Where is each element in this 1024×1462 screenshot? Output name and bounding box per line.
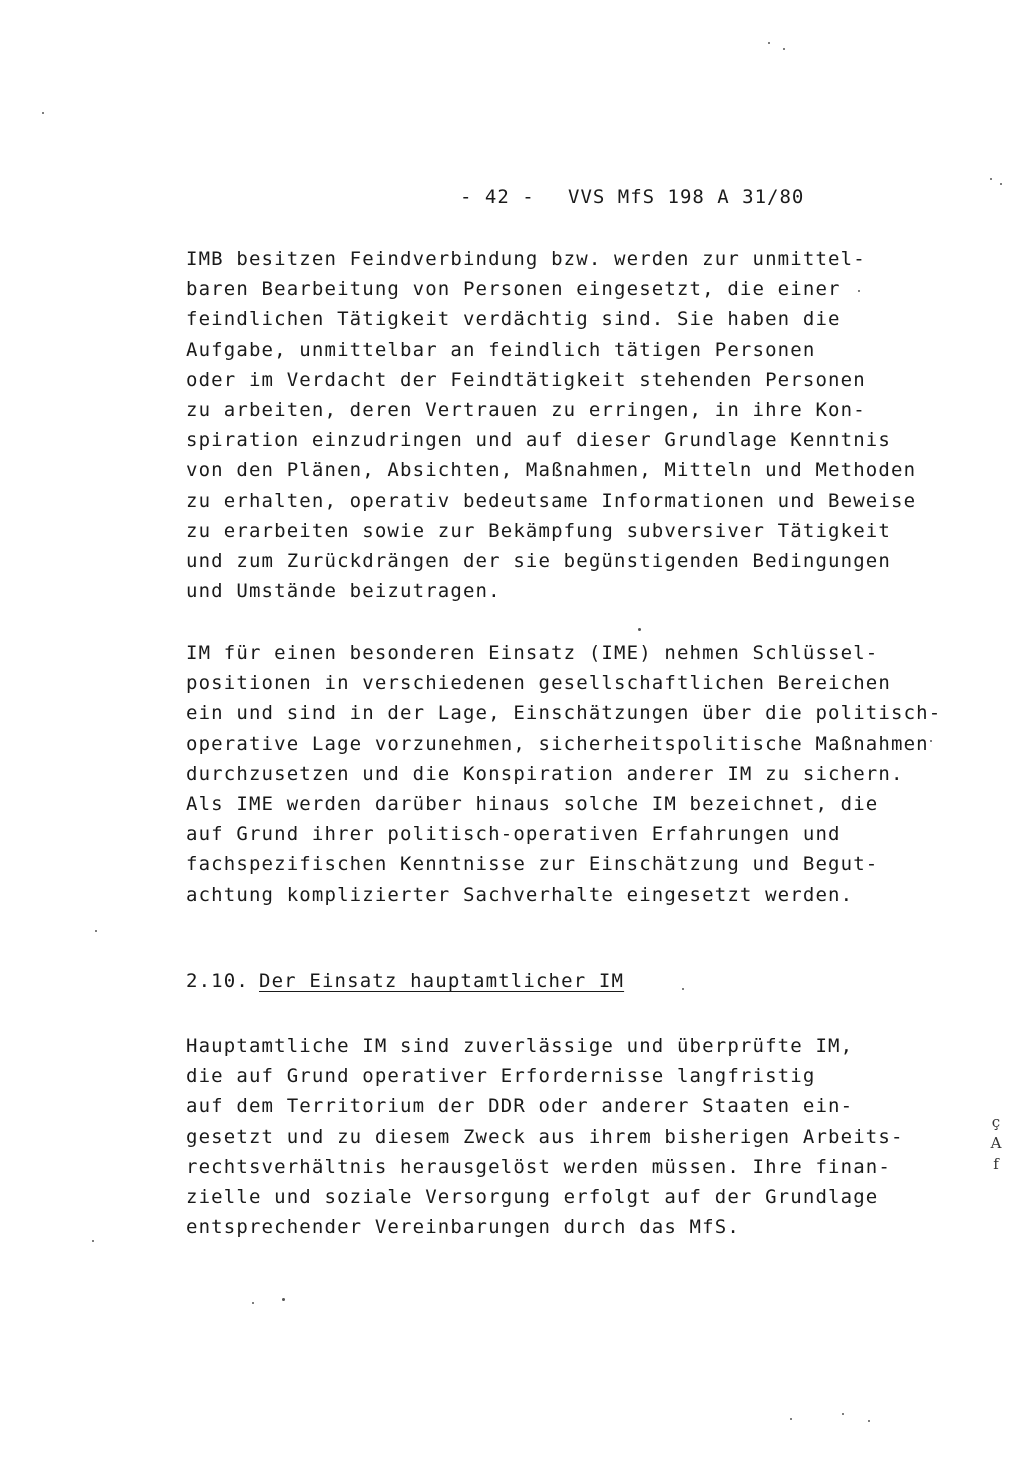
text-line: achtung komplizierter Sachverhalte eingesetzt werden. (186, 883, 854, 906)
text-line: ein und sind in der Lage, Einschätzungen über die politisch- (186, 702, 942, 725)
page-number: - 42 - (460, 186, 535, 208)
paragraph-hauptamtliche-im (186, 1031, 946, 1242)
text-line: auf Grund ihrer politisch-operativen Erfahrungen und (186, 823, 841, 846)
scan-speck (42, 112, 44, 114)
scan-speck (92, 1240, 94, 1242)
scan-speck (282, 1298, 285, 1301)
text-line: positionen in verschiedenen gesellschaftlichen Bereichen (186, 672, 891, 695)
text-line: gesetzt und zu diesem Zweck aus ihrem bisherigen Arbeits- (186, 1125, 904, 1148)
text-line: durchzusetzen und die Konspiration anderer IM zu sichern. (186, 762, 904, 785)
text-line: auf dem Territorium der DDR oder anderer Staaten ein- (186, 1095, 854, 1118)
text-line: zu erhalten, operativ bedeutsame Informationen und Beweise (186, 489, 917, 512)
text-line: operative Lage vorzunehmen, sicherheitspolitische Maßnahmen (186, 732, 929, 755)
scan-speck (682, 988, 684, 990)
text-line: baren Bearbeitung von Personen eingesetzt, die einer (186, 278, 841, 301)
margin-note-char: A (990, 1134, 1002, 1152)
text-line: spiration einzudringen und auf dieser Grundlage Kenntnis (186, 429, 891, 452)
text-line: entsprechender Vereinbarungen durch das MfS. (186, 1216, 740, 1239)
text-line: zu arbeiten, deren Vertrauen zu erringen, in ihre Kon- (186, 398, 866, 421)
scan-speck (930, 740, 932, 742)
section-title: Der Einsatz hauptamtlicher IM (259, 970, 625, 992)
text-line: zielle und soziale Versorgung erfolgt auf der Grundlage (186, 1185, 879, 1208)
scan-speck (990, 178, 992, 180)
text-line: fachspezifischen Kenntnisse zur Einschätzung und Begut- (186, 853, 879, 876)
page-header (460, 186, 804, 208)
document-reference: VVS MfS 198 A 31/80 (568, 186, 805, 208)
text-line: zu erarbeiten sowie zur Bekämpfung subversiver Tätigkeit (186, 519, 891, 542)
section-number: 2.10. (186, 970, 249, 992)
scan-speck (868, 1420, 870, 1422)
text-line: Als IME werden darüber hinaus solche IM bezeichnet, die (186, 792, 879, 815)
scan-speck (638, 628, 641, 631)
scan-speck (768, 42, 770, 44)
margin-note-char: f (993, 1155, 999, 1173)
scan-speck (1000, 183, 1002, 185)
text-line: IM für einen besonderen Einsatz (IME) nehmen Schlüssel- (186, 642, 879, 664)
text-line: rechtsverhältnis herausgelöst werden müssen. Ihre finan- (186, 1155, 891, 1178)
margin-note (988, 1112, 1004, 1175)
scan-speck (783, 48, 785, 50)
paragraph-imb (186, 244, 946, 606)
scan-speck (842, 1413, 844, 1415)
scan-speck (858, 290, 860, 292)
paragraph-ime (186, 638, 946, 910)
section-heading (186, 970, 624, 992)
text-line: von den Plänen, Absichten, Maßnahmen, Mitteln und Methoden (186, 459, 917, 482)
margin-note-char: ç (991, 1113, 1001, 1131)
text-line: die auf Grund operativer Erfordernisse langfristig (186, 1065, 816, 1088)
scan-speck (252, 1302, 254, 1304)
scan-speck (790, 1418, 792, 1420)
text-line: und zum Zurückdrängen der sie begünstigenden Bedingungen (186, 549, 891, 572)
text-line: Aufgabe, unmittelbar an feindlich tätigen Personen (186, 338, 816, 361)
scan-speck (95, 930, 97, 932)
text-line: Hauptamtliche IM sind zuverlässige und überprüfte IM, (186, 1035, 854, 1057)
text-line: feindlichen Tätigkeit verdächtig sind. Sie haben die (186, 308, 841, 331)
text-line: und Umstände beizutragen. (186, 580, 501, 603)
text-line: oder im Verdacht der Feindtätigkeit stehenden Personen (186, 368, 866, 391)
text-line: IMB besitzen Feindverbindung bzw. werden zur unmittel- (186, 248, 866, 270)
